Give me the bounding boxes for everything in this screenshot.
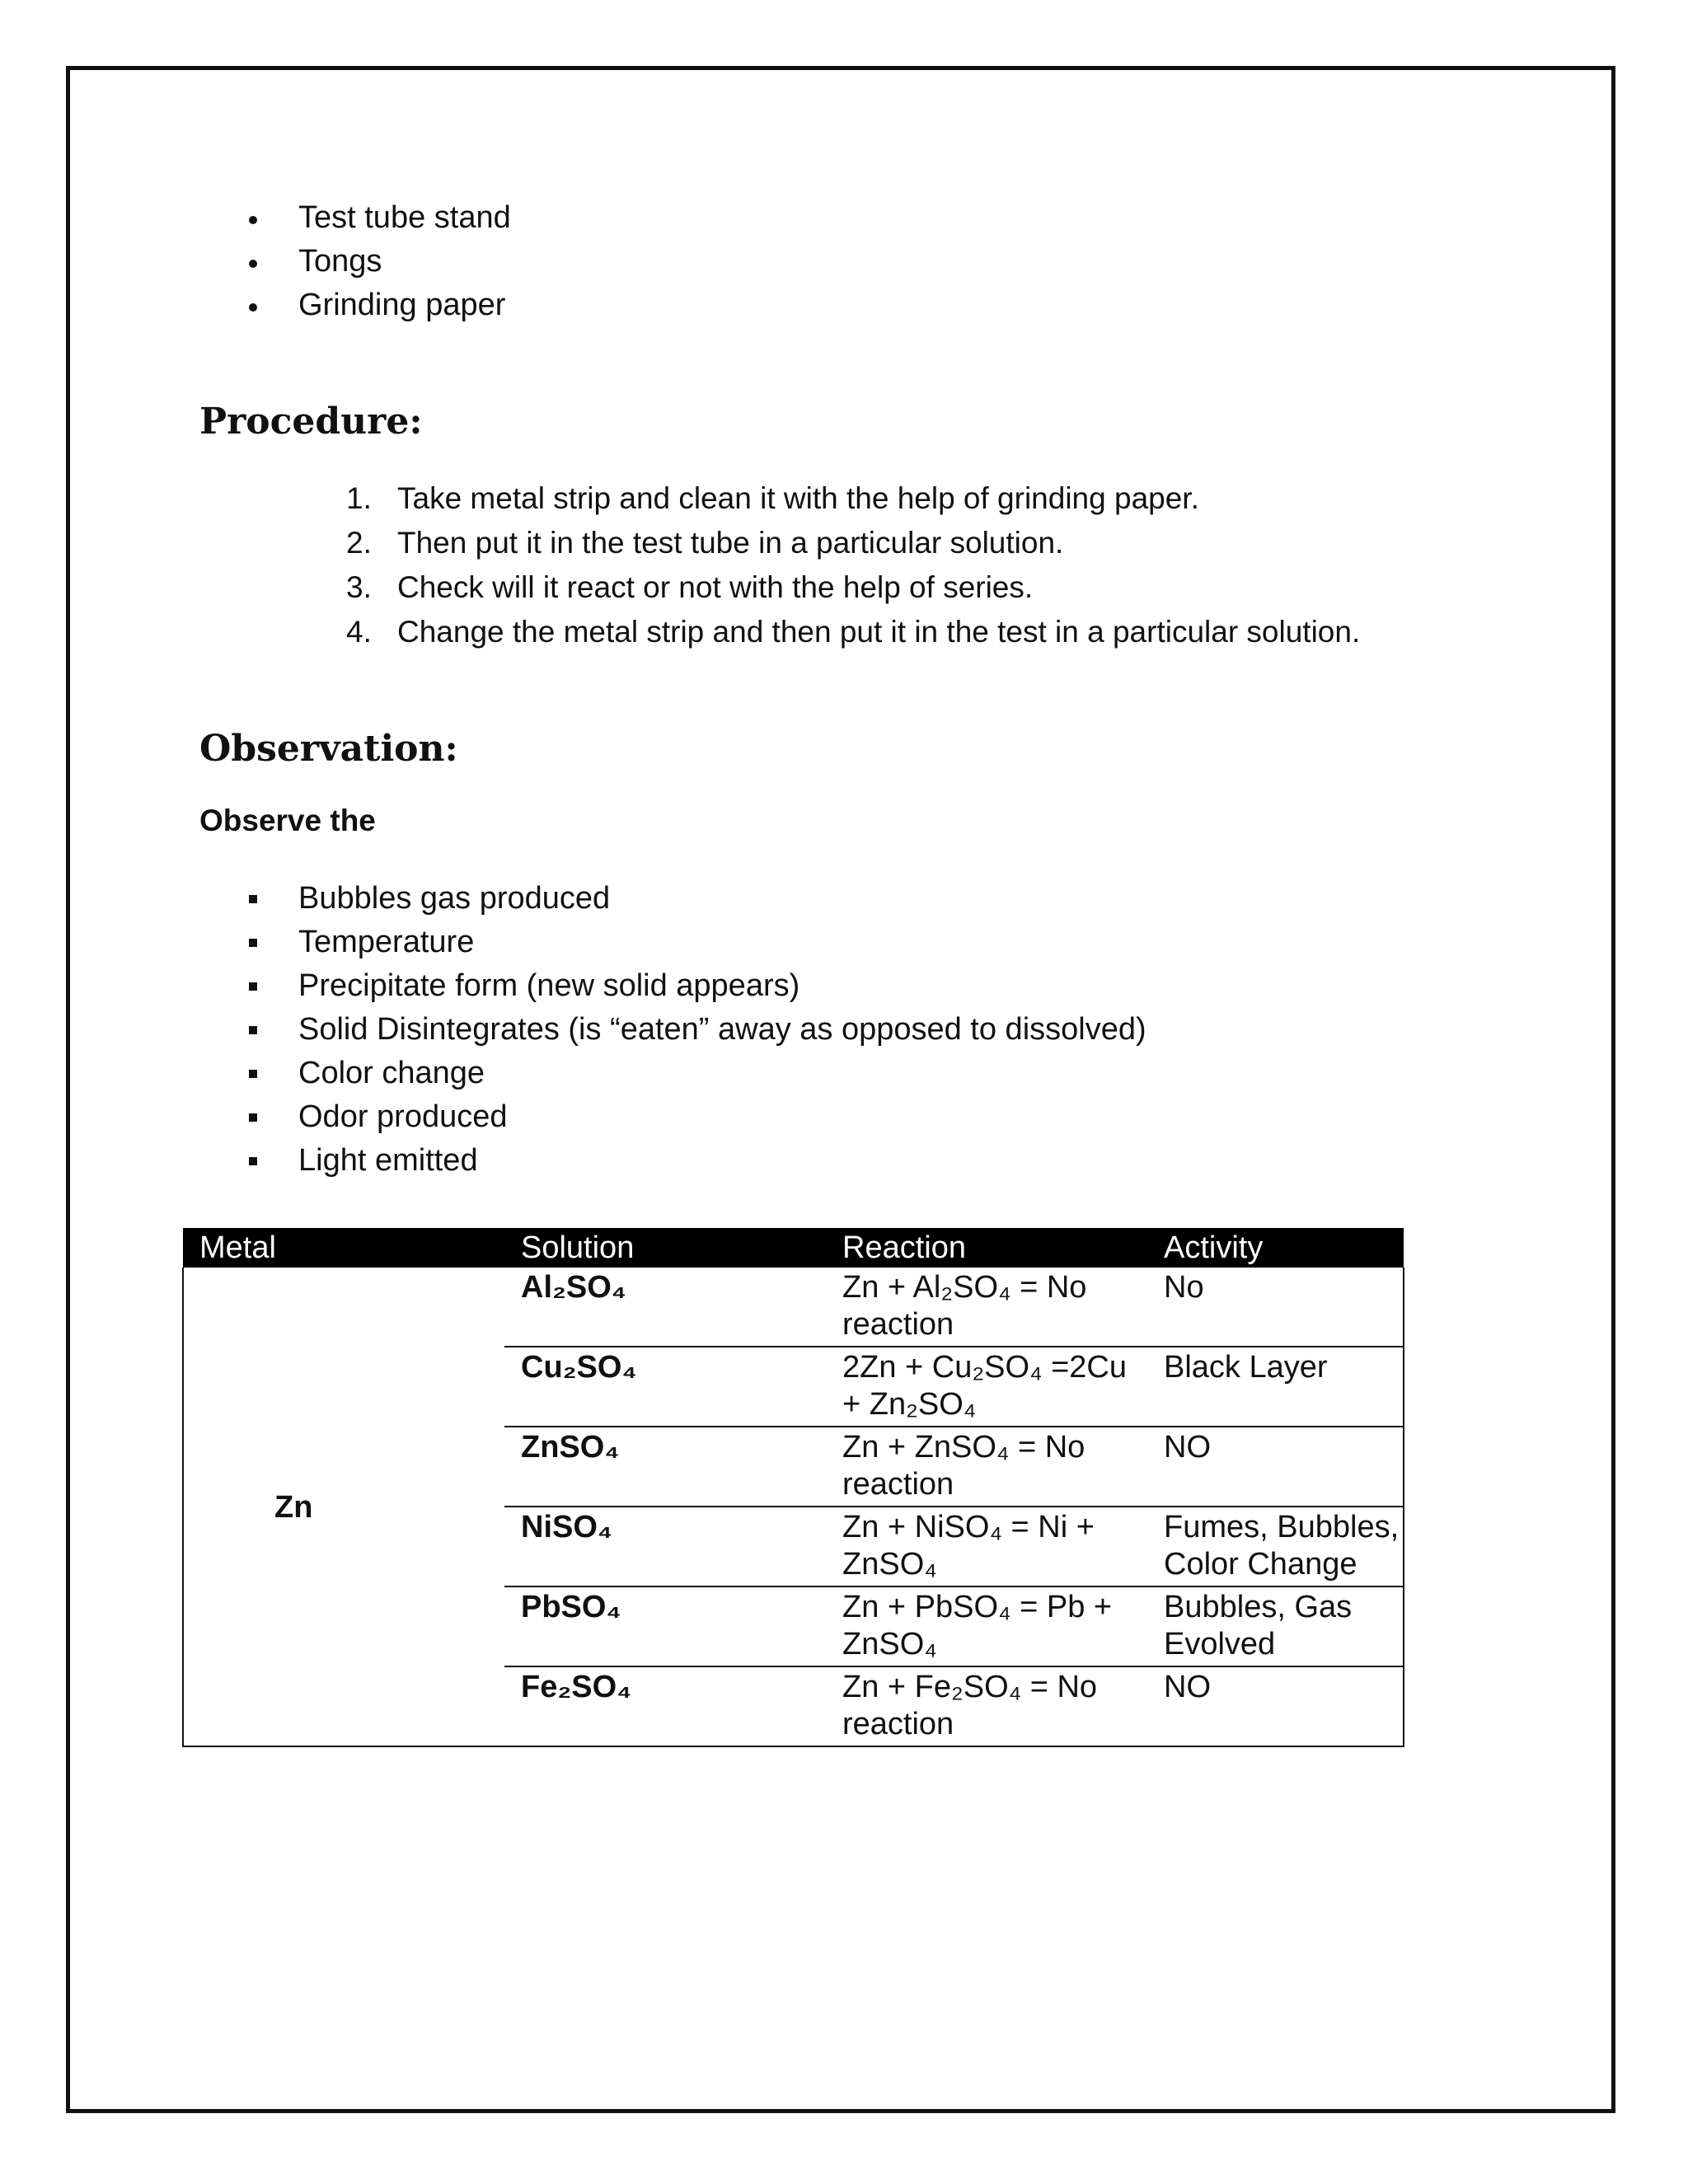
list-item: Tongs: [247, 240, 511, 284]
solution-cell: PbSO₄: [504, 1586, 826, 1666]
step-text: Then put it in the test tube in a particular solution.: [397, 526, 1064, 560]
observation-table: [182, 1228, 1404, 1747]
list-item: [346, 521, 1360, 565]
equipment-list: [247, 196, 511, 327]
list-item: Odor produced: [247, 1095, 1146, 1139]
activity-cell: Fumes, Bubbles, Color Change: [1147, 1507, 1404, 1586]
activity-cell: Black Layer: [1147, 1347, 1404, 1427]
step-number: 2.: [346, 526, 372, 560]
step-text: Check will it react or not with the help of series.: [397, 570, 1034, 604]
activity-cell: No: [1147, 1268, 1404, 1347]
observation-subheading: Observe the: [199, 804, 376, 837]
solution-cell: Fe₂SO₄: [504, 1666, 826, 1746]
activity-cell: Bubbles, Gas Evolved: [1147, 1586, 1404, 1666]
activity-cell: NO: [1147, 1666, 1404, 1746]
header-reaction: Reaction: [826, 1228, 1147, 1268]
observation-list: [247, 877, 1146, 1183]
step-text: Take metal strip and clean it with the help of grinding paper.: [397, 481, 1199, 515]
list-item: Grinding paper: [247, 284, 511, 327]
solution-cell: ZnSO₄: [504, 1427, 826, 1507]
activity-cell: NO: [1147, 1427, 1404, 1507]
list-item: Temperature: [247, 921, 1146, 964]
list-item: Test tube stand: [247, 196, 511, 240]
header-activity: Activity: [1147, 1228, 1404, 1268]
solution-cell: Cu₂SO₄: [504, 1347, 826, 1427]
list-item: Color change: [247, 1052, 1146, 1095]
table-row: [183, 1268, 1404, 1347]
step-text: Change the metal strip and then put it in the test in a particular solution.: [397, 615, 1361, 649]
solution-cell: Al₂SO₄: [504, 1268, 826, 1347]
list-item: Precipitate form (new solid appears): [247, 964, 1146, 1008]
list-item: [346, 565, 1360, 610]
procedure-heading: Procedure:: [199, 401, 423, 443]
list-item: Light emitted: [247, 1139, 1146, 1183]
solution-cell: NiSO₄: [504, 1507, 826, 1586]
header-solution: Solution: [504, 1228, 826, 1268]
step-number: 4.: [346, 615, 372, 649]
reaction-cell: 2Zn + Cu₂SO₄ =2Cu + Zn₂SO₄: [826, 1347, 1147, 1427]
list-item: Solid Disintegrates (is “eaten” away as opposed to dissolved): [247, 1008, 1146, 1052]
observation-heading: Observation:: [199, 728, 458, 770]
reaction-cell: Zn + Fe₂SO₄ = No reaction: [826, 1666, 1147, 1746]
procedure-steps: [346, 476, 1360, 654]
table-header-row: [183, 1228, 1404, 1268]
step-number: 1.: [346, 481, 372, 515]
list-item: [346, 610, 1360, 654]
list-item: [346, 476, 1360, 521]
reaction-cell: Zn + ZnSO₄ = No reaction: [826, 1427, 1147, 1507]
reaction-cell: Zn + NiSO₄ = Ni + ZnSO₄: [826, 1507, 1147, 1586]
reaction-cell: Zn + Al₂SO₄ = No reaction: [826, 1268, 1147, 1347]
step-number: 3.: [346, 570, 372, 604]
list-item: Bubbles gas produced: [247, 877, 1146, 921]
reaction-cell: Zn + PbSO₄ = Pb + ZnSO₄: [826, 1586, 1147, 1666]
header-metal: Metal: [183, 1228, 504, 1268]
metal-cell: Zn: [183, 1268, 504, 1746]
